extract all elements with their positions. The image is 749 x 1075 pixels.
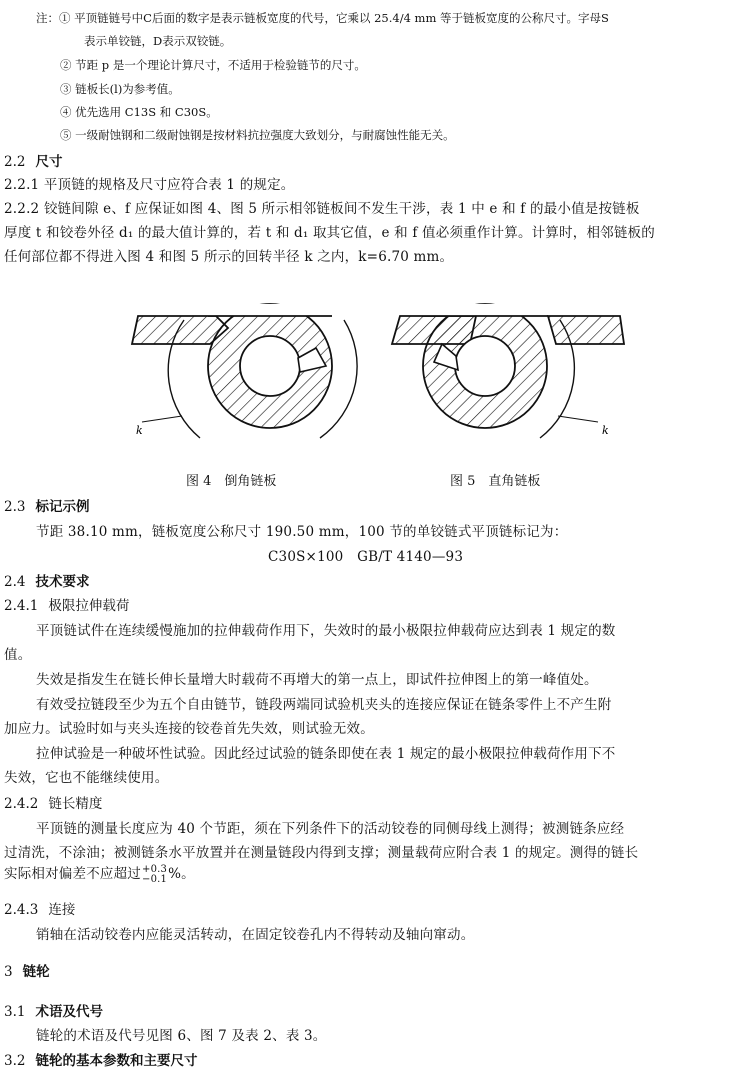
section-title: 技术要求 [35,574,90,590]
note-2: ② 节距 p 是一个理论计算尺寸，不适用于检验链节的尺寸。 [60,58,366,72]
paragraph-2-4-1-a-line-1: 平顶链试件在连续缓慢施加的拉伸载荷作用下，失效时的最小极限拉伸载荷应达到表 1 规定的数 [36,623,616,639]
marking-example: C30S×100 GB/T 4140—93 [268,549,464,565]
subsection-number: 2.4.1 [4,598,39,614]
subsection-title: 极限拉伸载荷 [48,598,130,614]
paragraph-2-4-1-d-line-1: 拉伸试验是一种破坏性试验。因此经过试验的链条即使在表 1 规定的最小极限拉伸载荷作用下不 [36,746,616,762]
paragraph-2-4-2-line-3 [4,862,195,885]
paragraph-2-2-2-line-2: 厚度 t 和铰卷外径 d₁ 的最大值计算的，若 t 和 d₁ 取其它值，e 和 f 值必须重作计算。计算时，相邻链板的 [4,225,655,241]
note-prefix: 注： [36,11,59,25]
tolerance-value [142,865,167,885]
label-k-figure-5: k [602,424,609,437]
tolerance-upper: +0.3 [142,863,168,875]
tolerance-lower: −0.1 [142,873,168,885]
section-number: 3 [4,964,13,980]
note-3: ③ 链板长(l)为参考值。 [60,82,180,96]
note-5: ⑤ 一级耐蚀钢和二级耐蚀钢是按材料抗拉强度大致划分，与耐腐蚀性能无关。 [60,128,455,142]
note-1-line-2: 表示单铰链，D表示双铰链。 [84,34,232,48]
note-1-text: ① 平顶链链号中C后面的数字是表示链板宽度的代号，它乘以 25.4/4 mm 等于链板宽度的公称尺寸。字母S [59,11,609,25]
paragraph-2-2-2-line-3: 任何部位都不得进入图 4 和图 5 所示的回转半径 k 之内，k=6.70 mm。 [4,249,454,265]
percent-sign: %。 [168,866,195,882]
figure-4-chamfered-plate [132,304,357,438]
section-3-1-heading [4,1000,103,1020]
section-title: 链轮 [22,964,50,980]
paragraph-2-2-2-line-1: 2.2.2 铰链间隙 e、f 应保证如图 4、图 5 所示相邻链板间不发生干涉，表 1 中 e 和 f 的最小值是按链板 [4,201,640,217]
chain-plate-figures [120,288,630,460]
section-number: 2.3 [4,499,26,515]
paragraph-2-4-1-c-line-1: 有效受拉链段至少为五个自由链节，链段两端同试验机夹头的连接应保证在链条零件上不产生附 [36,697,612,713]
section-title: 术语及代号 [35,1004,103,1020]
section-3-heading [4,960,50,980]
section-2-2-heading [4,150,62,170]
subsection-2-4-1-heading [4,594,129,614]
figure-5-square-plate [392,304,624,438]
paragraph-2-4-1-a-line-2: 值。 [4,647,32,663]
paragraph-3-1: 链轮的术语及代号见图 6、图 7 及表 2、表 3。 [36,1028,327,1044]
subsection-2-4-2-heading [4,792,102,812]
paragraph-2-4-3: 销轴在活动铰卷内应能灵活转动，在固定铰卷孔内不得转动及轴向窜动。 [36,927,475,943]
section-2-4-heading [4,570,89,590]
paragraph-2-4-1-d-line-2: 失效，它也不能继续使用。 [4,770,169,786]
figure-5-caption: 图 5 直角链板 [450,474,541,489]
section-title: 尺寸 [35,154,63,170]
figure-4-caption: 图 4 倒角链板 [186,474,277,489]
label-k-figure-4: k [136,424,143,437]
paragraph-2-4-2-line-1: 平顶链的测量长度应为 40 个节距，须在下列条件下的活动铰卷的同侧母线上测得；被测链条应经 [36,821,625,837]
note-1-line-1 [36,10,609,26]
section-number: 3.2 [4,1053,26,1069]
paragraph-2-4-1-c-line-2: 加应力。试验时如与夹头连接的铰卷首先失效，则试验无效。 [4,721,374,737]
section-3-2-heading [4,1049,197,1069]
section-number: 3.1 [4,1004,26,1020]
subsection-2-4-3-heading [4,898,75,918]
subsection-title: 链长精度 [48,796,103,812]
note-4: ④ 优先选用 C13S 和 C30S。 [60,105,218,119]
section-2-3-heading [4,495,89,515]
paragraph-2-4-2-line-2: 过清洗，不涂油；被测链条水平放置并在测量链段内得到支撑；测量载荷应附合表 1 的规定。测得的链长 [4,845,639,861]
section-number: 2.2 [4,154,26,170]
subsection-title: 连接 [48,902,76,918]
subsection-number: 2.4.2 [4,796,39,812]
section-number: 2.4 [4,574,26,590]
deviation-text: 实际相对偏差不应超过 [4,866,141,882]
paragraph-2-2-1: 2.2.1 平顶链的规格及尺寸应符合表 1 的规定。 [4,177,295,193]
paragraph-2-3: 节距 38.10 mm，链板宽度公称尺寸 190.50 mm，100 节的单铰链式平顶链标记为： [36,524,568,540]
section-title: 链轮的基本参数和主要尺寸 [35,1053,198,1069]
subsection-number: 2.4.3 [4,902,39,918]
section-title: 标记示例 [35,499,90,515]
paragraph-2-4-1-b: 失效是指发生在链长伸长量增大时载荷不再增大的第一点上，即试件拉伸图上的第一峰值处。 [36,672,598,688]
